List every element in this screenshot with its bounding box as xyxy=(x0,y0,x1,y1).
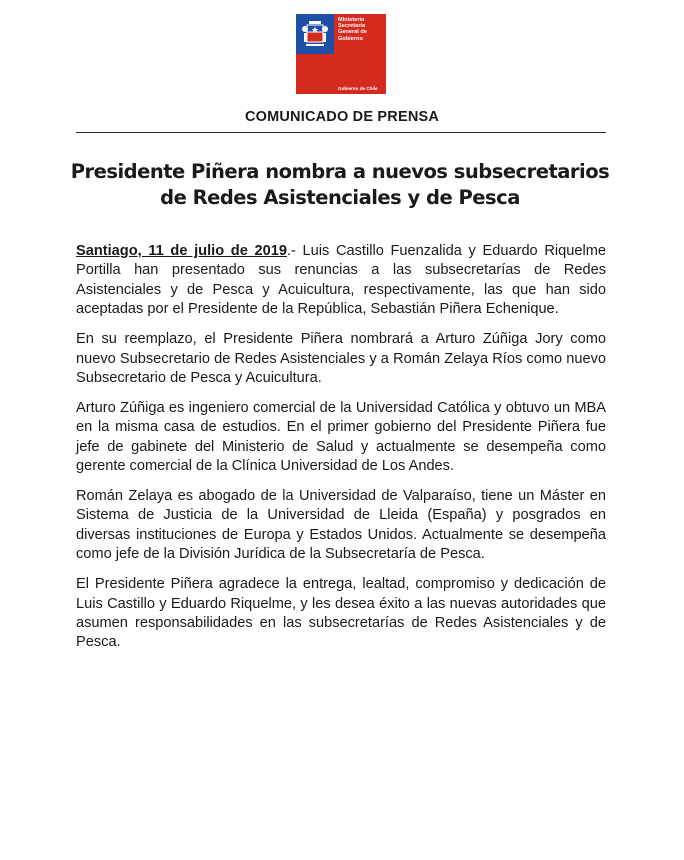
logo-flag-left xyxy=(296,14,334,94)
dateline: Santiago, 11 de julio de 2019 xyxy=(76,243,287,259)
coat-of-arms-icon xyxy=(301,19,329,49)
logo-subtitle: Gobierno de Chile xyxy=(338,86,378,91)
paragraph-2: En su reemplazo, el Presidente Piñera nombrará a Arturo Zúñiga Jory como nuevo Subsecretario de Redes Asistenciales y a Román Zelaya Ríos como nuevo Subsecretario de Pesca y Acuicultura. xyxy=(76,331,606,386)
paragraph-1-text: .- Luis Castillo Fuenzalida y Eduardo Riquelme Portilla han presentado sus renuncias a las subsecretarías de Redes Asistenciales y de Pesca y Acuicultura, respectivamente, las que han sido aceptadas por el Presidente de la República, Sebastián Piñera Echenique. xyxy=(76,243,606,318)
paragraph-5: El Presidente Piñera agradece la entrega, lealtad, compromiso y dedicación de Luis Castillo y Eduardo Riquelme, y les desea éxito a las nuevas autoridades que asumen responsabilidades en las subsecretarías de Redes Asistenciales y de Pesca. xyxy=(76,576,606,651)
logo-line-3: General de xyxy=(338,29,367,36)
logo-ministry-name xyxy=(338,17,386,42)
logo-line-2: Secretaría xyxy=(338,23,366,30)
press-release-header: COMUNICADO DE PRENSA xyxy=(244,109,440,125)
paragraph-3: Arturo Zúñiga es ingeniero comercial de la Universidad Católica y obtuvo un MBA en la misma casa de estudios. En el primer gobierno del Presidente Piñera fue jefe de gabinete del Ministerio de Salud y actualmente se desempeña como gerente comercial de la Clínica Universidad de Los Andes. xyxy=(76,399,606,475)
paragraph-1 xyxy=(76,242,606,320)
document-body xyxy=(76,242,606,663)
title-line-2: de Redes Asistenciales y de Pesca xyxy=(160,186,520,209)
document-title xyxy=(60,159,620,211)
logo-line-1: Ministerio xyxy=(338,17,365,23)
header-divider xyxy=(76,132,606,133)
logo-red-block-left xyxy=(296,54,334,94)
logo-red-block xyxy=(334,14,386,94)
paragraph-4: Román Zelaya es abogado de la Universidad de Valparaíso, tiene un Máster en Sistema de Justicia de la Universidad de Lleida (España) y posgrados en diversas instituciones de Europa y Estados Unidos. Actualmente se desempeña como jefe de la División Jurídica de la Subsecretaría de Pesca. xyxy=(76,487,606,563)
ministry-logo xyxy=(296,14,386,94)
logo-line-4: Gobierno xyxy=(338,35,363,42)
logo-blue-block xyxy=(296,14,334,54)
title-line-1: Presidente Piñera nombra a nuevos subsecretarios xyxy=(70,160,610,183)
